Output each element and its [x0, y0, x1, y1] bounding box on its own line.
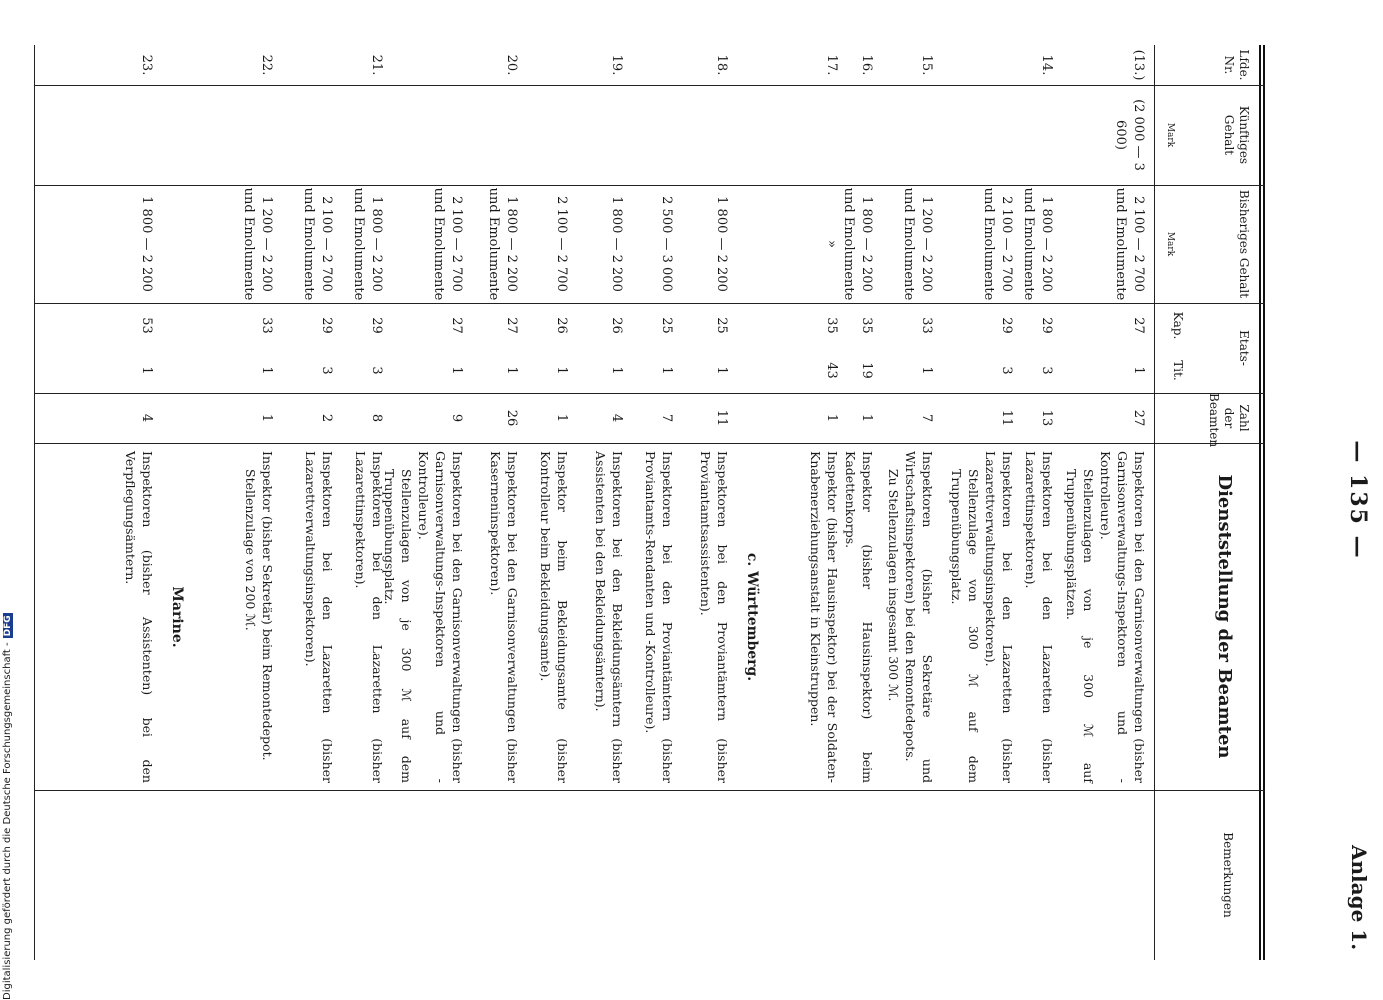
col-dienst: Dienststellung der Beamten [1214, 474, 1235, 759]
row-bisher: 1 800 — 2 200 und Emolumente [486, 187, 519, 301]
row-tit: 3 [999, 366, 1014, 375]
row-kuenftig: (2 000 — 3 600) [1113, 99, 1146, 171]
row-dienst: Inspektoren bei den Garnisonverwaltungen (bisher Garnisonverwaltungs-Inspektoren und -Kontrolleure). Stellenzulagen von je 300 ℳ auf dem Truppenübungsplatz. [382, 451, 465, 783]
row-nr: 23. [139, 54, 154, 76]
anlage-label: Anlage 1. [1347, 845, 1371, 951]
row-zahl: 8 [369, 413, 384, 423]
row-tit: 1 [919, 366, 934, 375]
row-dienst: Inspektoren bei den Lazaretten (bisher Lazarettverwaltungsinspektoren). Stellenzulage von 300 ℳ auf dem Truppenübungsplatz. [949, 451, 1015, 783]
row-zahl: 4 [139, 413, 154, 423]
row-dienst: Inspektoren bei den Garnisonverwaltungen (bisher Garnisonverwaltungs-Inspektoren und -Kontrolleure). Stellenzulagen von je 300 ℳ auf Truppenübungsplätzen. [1064, 451, 1147, 783]
col-kap: Kap. [1171, 311, 1185, 340]
row-kap: 26 [554, 317, 569, 334]
row-kap: 26 [609, 317, 624, 334]
row-nr: 20. [504, 54, 519, 76]
row-bisher: » [824, 240, 839, 248]
row-nr: 22. [259, 54, 274, 76]
row-tit: 1 [714, 366, 729, 375]
row-kap: 27 [449, 317, 464, 334]
row-dienst: Inspektoren bei den Garnisonverwaltungen (bisher Kaserneninspektoren). [488, 451, 520, 783]
row-dienst: Inspektoren bei den Lazaretten (bisher Lazarettinspektoren). [353, 451, 385, 783]
row-tit: 1 [609, 366, 624, 375]
col-etats: Etats- [1237, 330, 1251, 366]
row-tit: 1 [554, 366, 569, 375]
row-note: Stellenzulagen von je 300 ℳ auf Truppenübungsplätzen. [1064, 469, 1097, 783]
row-tit: 1 [504, 366, 519, 375]
row-kap: 29 [369, 317, 384, 334]
col-divider [35, 303, 1265, 304]
row-kap: 35 [824, 317, 839, 334]
digitization-footer [0, 0, 22, 1000]
row-zahl: 9 [449, 413, 464, 423]
row-tit: 1 [1131, 366, 1146, 375]
row-note: Zu Stellenzulagen insgesamt 300 ℳ. [886, 469, 902, 702]
row-kap: 35 [859, 317, 874, 334]
row-dienst: Inspektoren bei den Lazaretten (bisher Lazarettinspektoren). [1023, 451, 1055, 783]
row-zahl: 13 [1039, 409, 1054, 427]
row-dienst: Inspektor (bisher Hausinspektor) beim Kadettenkorps. [843, 451, 875, 783]
row-bisher: 2 500 — 3 000 [659, 196, 674, 292]
row-dienst: Inspektor (bisher Sekretär) beim Remontedepot. Stellenzulage von 200 ℳ. [241, 451, 275, 783]
col-tit: Tit. [1171, 360, 1185, 381]
row-kap: 53 [139, 317, 154, 334]
row-dienst: Inspektoren bei den Lazaretten (bisher Lazarettverwaltungsinspektoren). [303, 451, 335, 783]
row-nr: (13.) [1131, 49, 1146, 81]
row-tit: 1 [259, 366, 274, 375]
row-tit: 3 [319, 366, 334, 375]
row-zahl: 1 [554, 413, 569, 423]
row-kap: 33 [919, 317, 934, 334]
row-nr: 21. [369, 54, 384, 76]
row-nr: 14. [1039, 54, 1054, 76]
row-nr: 16. [859, 54, 874, 76]
row-bisher: 2 100 — 2 700 [554, 196, 569, 292]
col-kuenftig-unit: Mark [1165, 122, 1175, 148]
row-zahl: 1 [259, 413, 274, 423]
row-dienst: Inspektoren (bisher Sekretäre und Wirtschaftsinspektoren) bei den Remontedepots. Zu Stellenzulagen insgesamt 300 ℳ. [886, 451, 935, 783]
row-zahl: 11 [714, 409, 729, 427]
col-nr: Lfde. Nr. [1222, 49, 1251, 81]
row-kap: 29 [1039, 317, 1054, 334]
row-bisher: 1 200 — 2 200 und Emolumente [901, 187, 934, 301]
row-note: Stellenzulage von 300 ℳ auf dem Truppenübungsplatz. [949, 469, 982, 783]
row-zahl: 1 [859, 413, 874, 423]
row-bisher: 2 100 — 2 700 und Emolumente [301, 187, 334, 301]
row-bisher: 1 200 — 2 200 und Emolumente [241, 187, 274, 301]
row-note: Stellenzulage von 200 ℳ. [243, 469, 259, 631]
col-divider [35, 393, 1265, 394]
row-bisher: 1 800 — 2 200 [139, 196, 154, 292]
row-kap: 27 [504, 317, 519, 334]
col-kuenftig: Künftiges Gehalt [1222, 105, 1251, 165]
col-divider [35, 443, 1265, 444]
row-bisher: 2 100 — 2 700 und Emolumente [1113, 187, 1146, 301]
row-nr: 17. [824, 54, 839, 76]
col-bisher: Bisheriges Gehalt [1237, 189, 1251, 299]
row-zahl: 1 [824, 413, 839, 423]
row-nr: 15. [919, 54, 934, 76]
row-nr: 19. [609, 54, 624, 76]
table-top-rule-2 [1259, 45, 1261, 960]
row-dienst: Inspektor beim Bekleidungsamte (bisher Kontrolleur beim Bekleidungsamte). [538, 451, 570, 783]
row-zahl: 4 [609, 413, 624, 423]
col-divider [35, 185, 1265, 186]
section-wuerttemberg: c. Württemberg. [744, 552, 760, 682]
row-tit: 43 [824, 362, 839, 379]
row-bisher: 1 800 — 2 200 und Emolumente [351, 187, 384, 301]
col-bemerk: Bemerkungen [1221, 832, 1235, 918]
row-kap: 29 [319, 317, 334, 334]
header-rule [1154, 45, 1155, 960]
row-dienst: Inspektoren bei den Bekleidungsämtern (bisher Assistenten bei den Bekleidungsämtern). [593, 451, 625, 783]
row-dienst: Inspektoren (bisher Assistenten) bei den Verpflegungsämtern. [123, 451, 155, 783]
row-zahl: 7 [659, 413, 674, 423]
row-kap: 33 [259, 317, 274, 334]
budget-table [35, 45, 1265, 960]
table-bottom-rule [34, 45, 35, 960]
row-tit: 1 [449, 366, 464, 375]
table-top-rule [1263, 45, 1265, 960]
col-bisher-unit: Mark [1165, 231, 1175, 257]
row-bisher: 1 800 — 2 200 und Emolumente [841, 187, 874, 301]
row-nr: 18. [714, 54, 729, 76]
row-zahl: 2 [319, 413, 334, 423]
row-tit: 3 [1039, 366, 1054, 375]
col-divider [35, 790, 1265, 791]
row-bisher: 1 800 — 2 200 [609, 196, 624, 292]
row-dienst: Inspektor (bisher Hausinspektor) bei der Soldaten-Knabenerziehungsanstalt in Kleinstruppen. [808, 451, 840, 783]
row-zahl: 11 [999, 409, 1014, 427]
row-zahl: 26 [504, 409, 519, 427]
row-zahl: 7 [919, 413, 934, 423]
row-tit: 19 [859, 362, 874, 379]
row-kap: 25 [659, 317, 674, 334]
row-dienst: Inspektoren bei den Proviantämtern (bisher Proviantamts-Rendanten und -Kontrolleure). [643, 451, 675, 783]
row-kap: 25 [714, 317, 729, 334]
row-zahl: 27 [1131, 409, 1146, 427]
dfg-logo: DFG [3, 615, 13, 637]
row-bisher: 1 800 — 2 200 und Emolumente [1021, 187, 1054, 301]
row-tit: 1 [659, 366, 674, 375]
row-tit: 3 [369, 366, 384, 375]
row-tit: 1 [139, 366, 154, 375]
col-zahl: Zahl der Beamten [1207, 393, 1251, 448]
footer-text: Digitalisierung gefördert durch die Deutsche Forschungsgemeinschaft - [2, 642, 13, 1000]
row-dienst: Inspektoren bei den Proviantämtern (bisher Proviantamtsassistenten). [698, 451, 730, 783]
section-marine: Marine. [169, 586, 185, 648]
row-bisher: 1 800 — 2 200 [714, 196, 729, 292]
page-number: — 135 — [1345, 440, 1371, 560]
row-kap: 29 [999, 317, 1014, 334]
row-bisher: 2 100 — 2 700 und Emolumente [981, 187, 1014, 301]
row-bisher: 2 100 — 2 700 und Emolumente [431, 187, 464, 301]
row-note: Stellenzulagen von je 300 ℳ auf dem Truppenübungsplatz. [382, 469, 415, 783]
row-kap: 27 [1131, 317, 1146, 334]
col-divider [35, 85, 1265, 86]
